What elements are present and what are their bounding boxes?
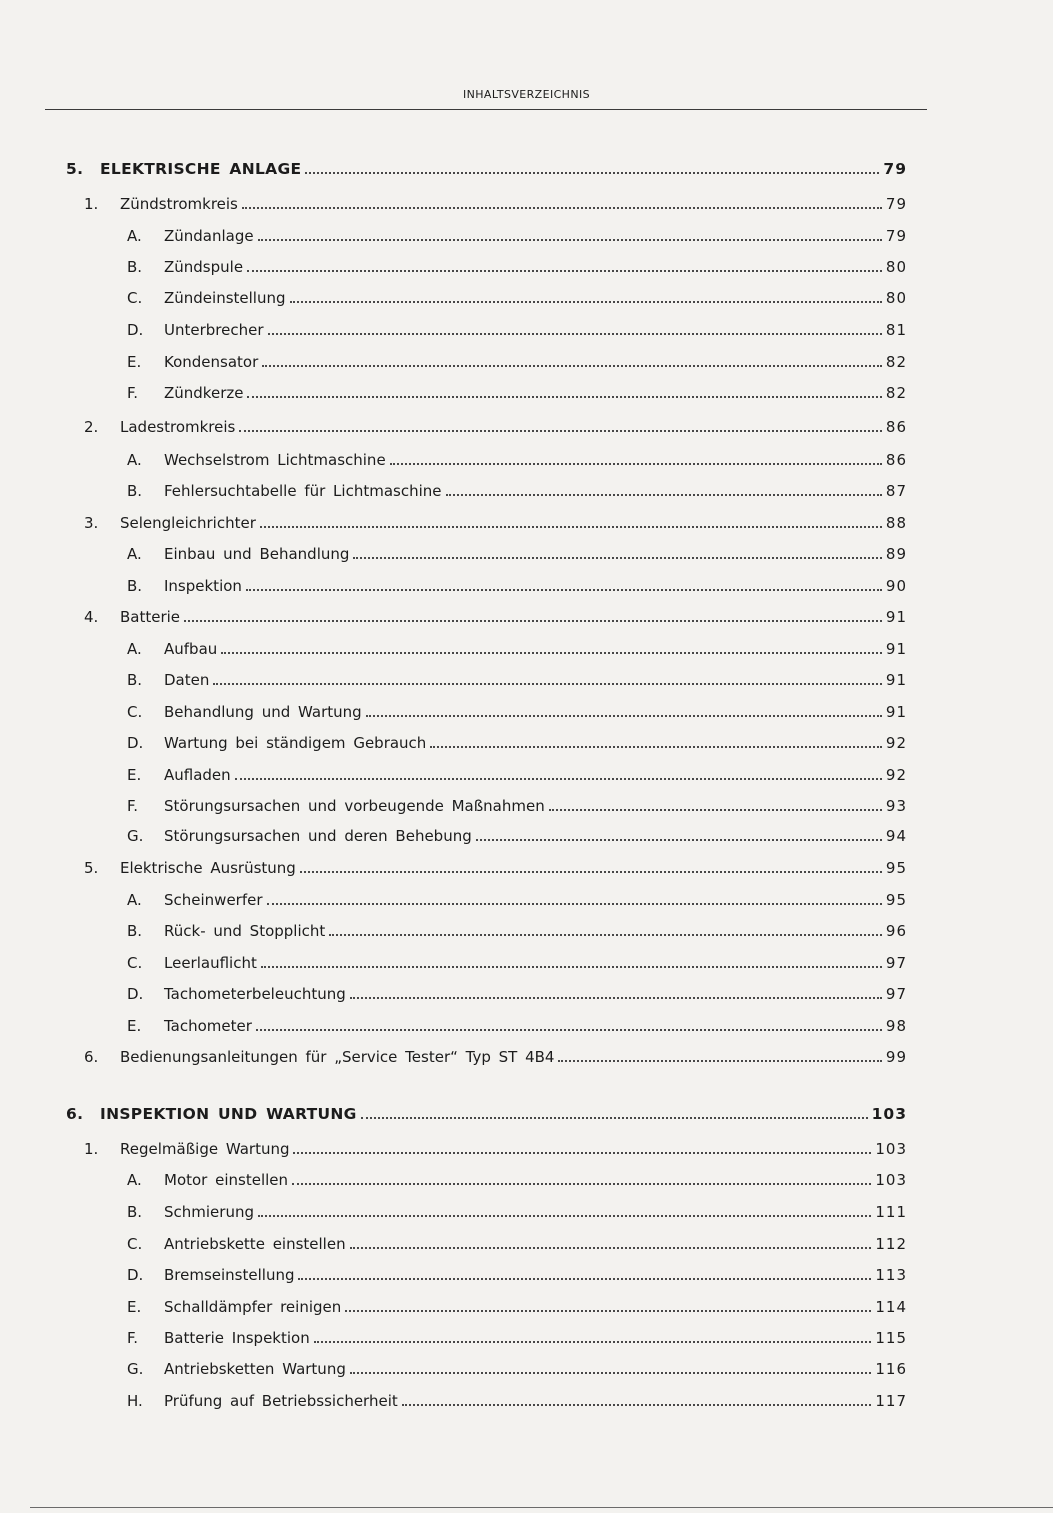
toc-number: G.	[127, 1360, 144, 1378]
leader-dots	[184, 604, 882, 622]
toc-subsection[interactable]	[127, 1262, 907, 1284]
toc-page-number: 82	[885, 384, 907, 402]
toc-number: A.	[127, 640, 142, 658]
toc-page-number: 111	[875, 1203, 907, 1221]
toc-number: 4.	[84, 608, 99, 626]
leader-dots	[366, 699, 882, 717]
toc-subsection[interactable]	[127, 285, 907, 307]
toc-subsection[interactable]	[127, 762, 907, 784]
toc-subsection[interactable]	[127, 317, 907, 339]
toc-chapter-inspektion-und-wartung[interactable]	[66, 1101, 907, 1123]
toc-subsection[interactable]	[127, 823, 907, 845]
toc-page-number: 87	[885, 482, 907, 500]
toc-number: 6.	[84, 1048, 99, 1066]
toc-page-number: 95	[885, 891, 907, 909]
leader-dots	[446, 478, 882, 496]
leader-dots	[350, 1231, 872, 1249]
toc-subsection[interactable]	[127, 950, 907, 972]
toc-title: Batterie	[120, 608, 181, 626]
leader-dots	[247, 380, 881, 398]
toc-title: Zündkerze	[164, 384, 244, 402]
toc-number: D.	[127, 1266, 144, 1284]
toc-number: D.	[127, 321, 144, 339]
toc-title: Tachometer	[164, 1017, 252, 1035]
toc-title: Scheinwerfer	[164, 891, 263, 909]
leader-dots	[353, 541, 882, 559]
toc-subsection[interactable]	[127, 1231, 907, 1253]
leader-dots	[476, 823, 882, 841]
toc-page-number: 113	[875, 1266, 907, 1284]
toc-title: Prüfung auf Betriebssicherheit	[164, 1392, 398, 1410]
toc-subsection[interactable]	[127, 1325, 907, 1347]
leader-dots	[314, 1325, 872, 1343]
toc-page-number: 103	[875, 1171, 907, 1189]
toc-number: B.	[127, 922, 143, 940]
toc-title: Bedienungsanleitungen für „Service Tester“ Typ ST 4B4	[120, 1048, 555, 1066]
toc-subsection[interactable]	[127, 380, 907, 402]
toc-title: Behandlung und Wartung	[164, 703, 362, 721]
leader-dots	[549, 793, 882, 811]
toc-page-number: 115	[875, 1329, 907, 1347]
toc-page-number: 96	[885, 922, 907, 940]
toc-subsection[interactable]	[127, 730, 907, 752]
toc-subsection[interactable]	[127, 1013, 907, 1035]
toc-title: Einbau und Behandlung	[164, 545, 350, 563]
toc-page-number: 114	[875, 1298, 907, 1316]
toc-page-number: 112	[875, 1235, 907, 1253]
toc-number: E.	[127, 353, 142, 371]
toc-number: B.	[127, 482, 143, 500]
toc-section[interactable]	[84, 604, 907, 626]
toc-page-number: 103	[875, 1140, 907, 1158]
toc-page-number: 91	[885, 671, 907, 689]
toc-title: Daten	[164, 671, 210, 689]
leader-dots	[293, 1136, 871, 1154]
toc-number: 3.	[84, 514, 99, 532]
toc-title: Aufbau	[164, 640, 218, 658]
toc-title: Elektrische Ausrüstung	[120, 859, 296, 877]
leader-dots	[402, 1388, 872, 1406]
toc-number: C.	[127, 1235, 143, 1253]
toc-page-number: 80	[885, 258, 907, 276]
leader-dots	[247, 254, 882, 272]
toc-title: Rück- und Stopplicht	[164, 922, 326, 940]
toc-number: 1.	[84, 195, 99, 213]
toc-title: Inspektion	[164, 577, 242, 595]
leader-dots	[390, 447, 882, 465]
toc-title: INSPEKTION UND WARTUNG	[100, 1105, 357, 1123]
leader-dots	[260, 510, 882, 528]
toc-page-number: 86	[885, 418, 907, 436]
toc-page-number: 97	[885, 985, 907, 1003]
leader-dots	[558, 1044, 881, 1062]
leader-dots	[239, 414, 882, 432]
toc-number: A.	[127, 227, 142, 245]
header-rule	[45, 109, 927, 110]
leader-dots	[350, 981, 882, 999]
toc-number: F.	[127, 1329, 138, 1347]
toc-page-number: 98	[885, 1017, 907, 1035]
toc-title: Zündeinstellung	[164, 289, 286, 307]
toc-subsection[interactable]	[127, 1199, 907, 1221]
toc-subsection[interactable]	[127, 349, 907, 371]
toc-title: Schalldämpfer reinigen	[164, 1298, 342, 1316]
toc-title: ELEKTRISCHE ANLAGE	[100, 160, 302, 178]
toc-number: D.	[127, 734, 144, 752]
leader-dots	[430, 730, 882, 748]
toc-title: Störungsursachen und deren Behebung	[164, 827, 472, 845]
leader-dots	[361, 1101, 868, 1119]
toc-page-number: 117	[875, 1392, 907, 1410]
toc-page-number: 103	[871, 1105, 907, 1123]
toc-title: Tachometerbeleuchtung	[164, 985, 346, 1003]
toc-title: Motor einstellen	[164, 1171, 289, 1189]
toc-number: A.	[127, 891, 142, 909]
toc-section[interactable]	[84, 510, 907, 532]
toc-page-number: 97	[885, 954, 907, 972]
toc-page-number: 91	[885, 703, 907, 721]
toc-subsection[interactable]	[127, 447, 907, 469]
toc-title: Störungsursachen und vorbeugende Maßnahmen	[164, 797, 545, 815]
toc-title: Batterie Inspektion	[164, 1329, 310, 1347]
leader-dots	[268, 317, 882, 335]
toc-title: Wartung bei ständigem Gebrauch	[164, 734, 427, 752]
toc-number: E.	[127, 1298, 142, 1316]
toc-section[interactable]	[84, 855, 907, 877]
toc-title: Zündstromkreis	[120, 195, 238, 213]
toc-number: B.	[127, 577, 143, 595]
toc-number: E.	[127, 766, 142, 784]
toc-title: Selengleichrichter	[120, 514, 256, 532]
toc-page-number: 91	[885, 608, 907, 626]
leader-dots	[292, 1167, 871, 1185]
toc-subsection[interactable]	[127, 887, 907, 909]
toc-title: Zündanlage	[164, 227, 254, 245]
toc-number: H.	[127, 1392, 143, 1410]
toc-subsection[interactable]	[127, 478, 907, 500]
toc-number: F.	[127, 384, 138, 402]
page-header-title: INHALTSVERZEICHNIS	[462, 88, 591, 101]
toc-page-number: 80	[885, 289, 907, 307]
leader-dots	[267, 887, 882, 905]
leader-dots	[262, 349, 882, 367]
toc-number: B.	[127, 258, 143, 276]
toc-subsection[interactable]	[127, 699, 907, 721]
leader-dots	[345, 1294, 871, 1312]
toc-number: 5.	[66, 160, 84, 178]
toc-section[interactable]	[84, 414, 907, 436]
toc-number: A.	[127, 545, 142, 563]
leader-dots	[300, 855, 882, 873]
toc-page-number: 116	[875, 1360, 907, 1378]
toc-title: Fehlersuchtabelle für Lichtmaschine	[164, 482, 442, 500]
toc-number: E.	[127, 1017, 142, 1035]
toc-subsection[interactable]	[127, 918, 907, 940]
toc-number: A.	[127, 451, 142, 469]
toc-number: C.	[127, 289, 143, 307]
toc-subsection[interactable]	[127, 541, 907, 563]
leader-dots	[213, 667, 882, 685]
toc-page-number: 91	[885, 640, 907, 658]
toc-number: A.	[127, 1171, 142, 1189]
toc-page-number: 88	[885, 514, 907, 532]
leader-dots	[350, 1356, 872, 1374]
toc-subsection[interactable]	[127, 1388, 907, 1410]
toc-number: 1.	[84, 1140, 99, 1158]
leader-dots	[298, 1262, 871, 1280]
leader-dots	[290, 285, 882, 303]
toc-page-number: 90	[885, 577, 907, 595]
toc-page-number: 82	[885, 353, 907, 371]
toc-subsection[interactable]	[127, 1167, 907, 1189]
toc-title: Schmierung	[164, 1203, 254, 1221]
leader-dots	[256, 1013, 882, 1031]
leader-dots	[221, 636, 882, 654]
toc-section[interactable]	[84, 1136, 907, 1158]
toc-number: C.	[127, 703, 143, 721]
toc-title: Aufladen	[164, 766, 231, 784]
toc-number: F.	[127, 797, 138, 815]
leader-dots	[258, 223, 882, 241]
leader-dots	[305, 156, 879, 174]
toc-subsection[interactable]	[127, 1294, 907, 1316]
toc-title: Leerlauflicht	[164, 954, 257, 972]
toc-subsection[interactable]	[127, 573, 907, 595]
toc-title: Antriebskette einstellen	[164, 1235, 346, 1253]
toc-page-number: 79	[885, 195, 907, 213]
leader-dots	[329, 918, 882, 936]
toc-title: Antriebsketten Wartung	[164, 1360, 346, 1378]
page-edge-rule	[30, 1507, 1053, 1508]
toc-title: Zündspule	[164, 258, 244, 276]
toc-title: Regelmäßige Wartung	[120, 1140, 290, 1158]
toc-subsection[interactable]	[127, 223, 907, 245]
toc-page-number: 99	[885, 1048, 907, 1066]
toc-number: 6.	[66, 1105, 84, 1123]
toc-subsection[interactable]	[127, 1356, 907, 1378]
toc-subsection[interactable]	[127, 254, 907, 276]
toc-page-number: 93	[885, 797, 907, 815]
toc-section[interactable]	[84, 191, 907, 213]
leader-dots	[261, 950, 882, 968]
toc-page-number: 94	[885, 827, 907, 845]
toc-section[interactable]	[84, 1044, 907, 1066]
toc-number: B.	[127, 671, 143, 689]
leader-dots	[242, 191, 882, 209]
toc-title: Ladestromkreis	[120, 418, 236, 436]
toc-page-number: 95	[885, 859, 907, 877]
toc-title: Wechselstrom Lichtmaschine	[164, 451, 386, 469]
toc-page-number: 89	[885, 545, 907, 563]
toc-page-number: 86	[885, 451, 907, 469]
toc-number: 2.	[84, 418, 99, 436]
toc-page-number: 79	[883, 160, 907, 178]
toc-subsection[interactable]	[127, 981, 907, 1003]
toc-number: G.	[127, 827, 144, 845]
leader-dots	[235, 762, 882, 780]
leader-dots	[258, 1199, 871, 1217]
toc-page-number: 81	[885, 321, 907, 339]
toc-subsection[interactable]	[127, 636, 907, 658]
toc-page-number: 92	[885, 766, 907, 784]
toc-subsection[interactable]	[127, 793, 907, 815]
toc-title: Bremseinstellung	[164, 1266, 295, 1284]
toc-number: D.	[127, 985, 144, 1003]
toc-number: B.	[127, 1203, 143, 1221]
toc-title: Unterbrecher	[164, 321, 264, 339]
toc-chapter-elektrische-anlage[interactable]	[66, 156, 907, 178]
toc-number: C.	[127, 954, 143, 972]
toc-subsection[interactable]	[127, 667, 907, 689]
toc-page-number: 92	[885, 734, 907, 752]
leader-dots	[246, 573, 882, 591]
toc-number: 5.	[84, 859, 99, 877]
toc-title: Kondensator	[164, 353, 259, 371]
toc-page-number: 79	[885, 227, 907, 245]
